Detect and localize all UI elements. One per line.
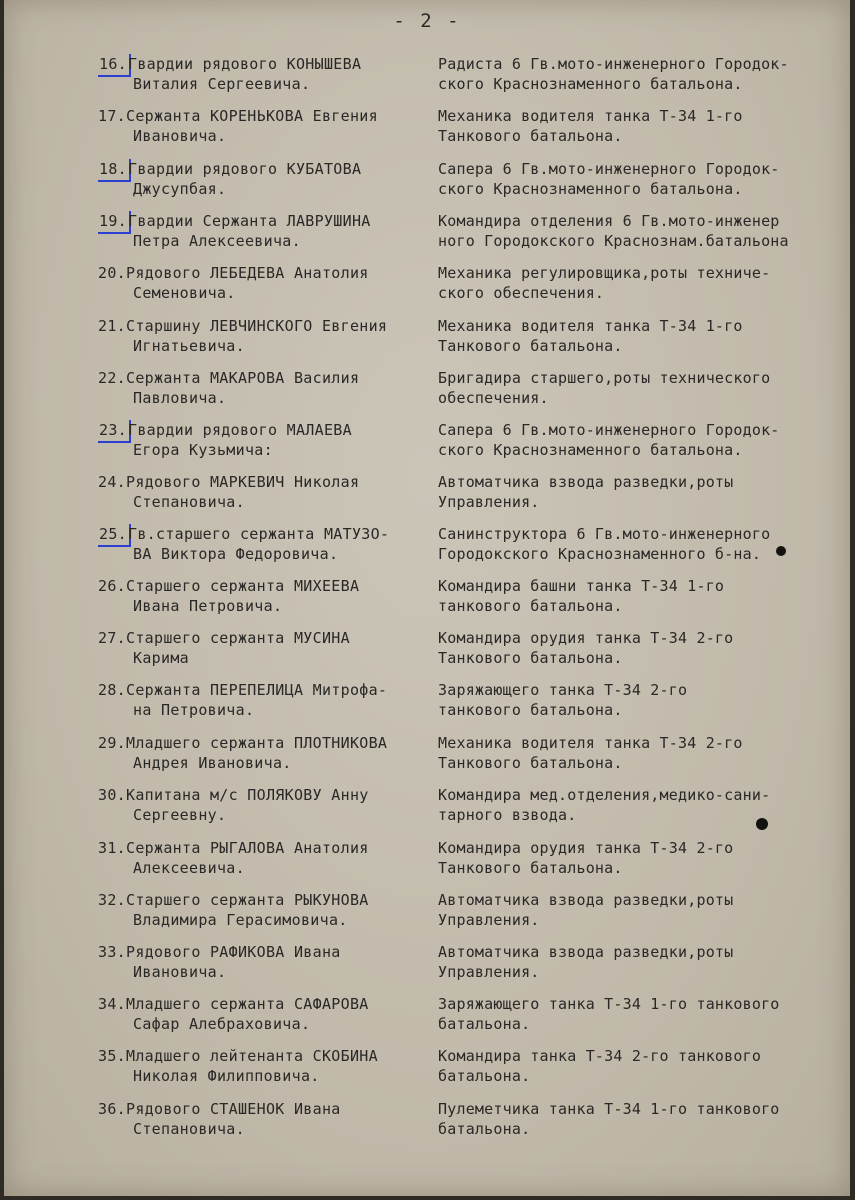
name-line-2: на Петровича. — [133, 701, 255, 719]
person-name — [98, 628, 428, 668]
position-description — [438, 890, 843, 930]
person-name — [98, 263, 428, 303]
position-line-1: Командира мед.отделения,медико-сани- — [438, 786, 771, 804]
position-line-1: Сапера 6 Гв.мото-инженерного Городок- — [438, 421, 780, 439]
rank-and-surname: Рядового МАРКЕВИЧ Николая — [126, 473, 360, 491]
position-line-2: батальона. — [438, 1120, 531, 1138]
position-line-1: Механика водителя танка Т-34 1-го — [438, 107, 743, 125]
rank-and-surname: Младшего лейтенанта СКОБИНА — [126, 1047, 378, 1065]
name-line-1 — [98, 942, 428, 962]
rank-and-surname: Младшего сержанта ПЛОТНИКОВА — [126, 734, 388, 752]
position-line-2: Управления. — [438, 493, 540, 511]
list-item — [4, 106, 850, 154]
name-line-2: Петра Алексеевича. — [133, 232, 301, 250]
position-description — [438, 106, 843, 146]
entry-number: 22. — [98, 369, 126, 387]
name-line-2: Сергеевну. — [133, 806, 227, 824]
name-line-1 — [98, 524, 428, 544]
position-line-2: ского Краснознаменного батальона. — [438, 441, 743, 459]
position-line-2: Танкового батальона. — [438, 127, 623, 145]
list-item — [4, 628, 850, 676]
position-line-1: Командира орудия танка Т-34 2-го — [438, 839, 734, 857]
rank-and-surname: Гв.старшего сержанта МАТУЗО- — [128, 525, 390, 543]
position-description — [438, 524, 843, 564]
position-description — [438, 54, 843, 94]
entry-number: 28. — [98, 681, 126, 699]
position-description — [438, 211, 843, 251]
person-name — [98, 316, 428, 356]
person-name — [98, 1046, 428, 1086]
name-line-2: Павловича. — [133, 389, 227, 407]
rank-and-surname: Гвардии рядового МАЛАЕВА — [128, 421, 352, 439]
position-description — [438, 263, 843, 303]
marked-entry-number: 25. — [99, 525, 127, 543]
person-name — [98, 994, 428, 1034]
person-name — [98, 472, 428, 512]
list-item — [4, 733, 850, 781]
person-name — [98, 106, 428, 146]
position-description — [438, 942, 843, 982]
rank-and-surname: Сержанта РЫГАЛОВА Анатолия — [126, 839, 369, 857]
list-item — [4, 316, 850, 364]
person-name — [98, 54, 428, 94]
rank-and-surname: Старшину ЛЕВЧИНСКОГО Евгения — [126, 317, 388, 335]
position-line-1: Бригадира старшего,роты технического — [438, 369, 771, 387]
ink-blot — [756, 818, 768, 830]
position-line-1: Командира орудия танка Т-34 2-го — [438, 629, 734, 647]
name-line-2: Ивановича. — [133, 963, 227, 981]
position-line-1: Радиста 6 Гв.мото-инженерного Городок- — [438, 55, 789, 73]
entry-number: 35. — [98, 1047, 126, 1065]
person-name — [98, 159, 428, 199]
position-line-1: Механика водителя танка Т-34 1-го — [438, 317, 743, 335]
name-line-2: Егора Кузьмича: — [133, 441, 273, 459]
person-name — [98, 524, 428, 564]
entry-number: 26. — [98, 577, 126, 595]
document-page — [4, 0, 850, 1196]
name-line-1 — [98, 316, 428, 336]
position-line-2: ного Городокского Краснознам.батальона — [438, 232, 789, 250]
position-description — [438, 628, 843, 668]
list-item — [4, 1099, 850, 1147]
name-line-1 — [98, 263, 428, 283]
position-line-1: Сапера 6 Гв.мото-инженерного Городок- — [438, 160, 780, 178]
name-line-1 — [98, 1046, 428, 1066]
entry-number: 30. — [98, 786, 126, 804]
position-description — [438, 785, 843, 825]
name-line-2: ВА Виктора Федоровича. — [133, 545, 339, 563]
list-item — [4, 211, 850, 259]
position-description — [438, 994, 843, 1034]
position-line-2: ского Краснознаменного батальона. — [438, 75, 743, 93]
list-item — [4, 785, 850, 833]
name-line-2: Игнатьевича. — [133, 337, 245, 355]
position-line-2: тарного взвода. — [438, 806, 577, 824]
position-line-2: Танкового батальона. — [438, 337, 623, 355]
position-description — [438, 368, 843, 408]
entry-number: 36. — [98, 1100, 126, 1118]
position-line-2: Танкового батальона. — [438, 754, 623, 772]
name-line-2: Карима — [133, 649, 189, 667]
list-item — [4, 263, 850, 311]
position-line-2: танкового батальона. — [438, 597, 623, 615]
list-item — [4, 472, 850, 520]
rank-and-surname: Сержанта ПЕРЕПЕЛИЦА Митрофа- — [126, 681, 388, 699]
position-description — [438, 420, 843, 460]
name-line-1 — [98, 1099, 428, 1119]
list-item — [4, 942, 850, 990]
entry-number: 21. — [98, 317, 126, 335]
position-line-1: Командира башни танка Т-34 1-го — [438, 577, 725, 595]
marked-entry-number: 16. — [99, 55, 127, 73]
list-item — [4, 159, 850, 207]
list-item — [4, 838, 850, 886]
person-name — [98, 838, 428, 878]
name-line-1 — [98, 472, 428, 492]
person-name — [98, 576, 428, 616]
person-name — [98, 211, 428, 251]
position-line-2: ского обеспечения. — [438, 284, 605, 302]
list-item — [4, 576, 850, 624]
position-description — [438, 1099, 843, 1139]
position-line-1: Механика регулировщика,роты техниче- — [438, 264, 771, 282]
list-item — [4, 994, 850, 1042]
name-line-1 — [98, 54, 428, 74]
name-line-2: Алексеевича. — [133, 859, 245, 877]
position-line-1: Командира танка Т-34 2-го танкового — [438, 1047, 762, 1065]
position-line-2: Управления. — [438, 911, 540, 929]
rank-and-surname: Младшего сержанта САФАРОВА — [126, 995, 369, 1013]
name-line-1 — [98, 420, 428, 440]
position-line-2: батальона. — [438, 1067, 531, 1085]
position-description — [438, 576, 843, 616]
position-description — [438, 680, 843, 720]
name-line-2: Джусупбая. — [133, 180, 227, 198]
person-name — [98, 785, 428, 825]
person-name — [98, 890, 428, 930]
person-name — [98, 733, 428, 773]
position-line-2: Танкового батальона. — [438, 859, 623, 877]
position-line-1: Заряжающего танка Т-34 1-го танкового — [438, 995, 780, 1013]
entry-number: 34. — [98, 995, 126, 1013]
rank-and-surname: Старшего сержанта МИХЕЕВА — [126, 577, 360, 595]
entry-number: 27. — [98, 629, 126, 647]
name-line-2: Степановича. — [133, 493, 245, 511]
name-line-2: Степановича. — [133, 1120, 245, 1138]
entry-number: 33. — [98, 943, 126, 961]
rank-and-surname: Старшего сержанта МУСИНА — [126, 629, 350, 647]
position-line-1: Заряжающего танка Т-34 2-го — [438, 681, 688, 699]
person-name — [98, 368, 428, 408]
position-description — [438, 316, 843, 356]
entry-number: 17. — [98, 107, 126, 125]
name-line-1 — [98, 106, 428, 126]
ink-blot — [776, 546, 786, 556]
entry-number: 29. — [98, 734, 126, 752]
position-description — [438, 1046, 843, 1086]
list-item — [4, 54, 850, 102]
list-item — [4, 524, 850, 572]
name-line-2: Владимира Герасимовича. — [133, 911, 348, 929]
rank-and-surname: Рядового РАФИКОВА Ивана — [126, 943, 341, 961]
position-line-2: Городокского Краснознаменного б-на. — [438, 545, 762, 563]
marked-entry-number: 18. — [99, 160, 127, 178]
name-line-1 — [98, 680, 428, 700]
rank-and-surname: Капитана м/с ПОЛЯКОВУ Анну — [126, 786, 369, 804]
list-item — [4, 368, 850, 416]
position-description — [438, 838, 843, 878]
rank-and-surname: Сержанта КОРЕНЬКОВА Евгения — [126, 107, 378, 125]
name-line-1 — [98, 838, 428, 858]
rank-and-surname: Старшего сержанта РЫКУНОВА — [126, 891, 369, 909]
rank-and-surname: Гвардии рядового КУБАТОВА — [128, 160, 362, 178]
position-line-2: Управления. — [438, 963, 540, 981]
name-line-2: Сафар Алебраховича. — [133, 1015, 311, 1033]
name-line-1 — [98, 211, 428, 231]
position-description — [438, 733, 843, 773]
entry-number: 24. — [98, 473, 126, 491]
position-line-2: танкового батальона. — [438, 701, 623, 719]
position-line-1: Санинструктора 6 Гв.мото-инженерного — [438, 525, 771, 543]
position-line-2: батальона. — [438, 1015, 531, 1033]
position-description — [438, 472, 843, 512]
position-line-1: Автоматчика взвода разведки,роты — [438, 473, 734, 491]
person-name — [98, 680, 428, 720]
entry-number: 31. — [98, 839, 126, 857]
name-line-2: Андрея Ивановича. — [133, 754, 292, 772]
rank-and-surname: Гвардии рядового КОНЫШЕВА — [128, 55, 362, 73]
position-line-2: Танкового батальона. — [438, 649, 623, 667]
list-item — [4, 1046, 850, 1094]
position-description — [438, 159, 843, 199]
name-line-1 — [98, 733, 428, 753]
position-line-1: Командира отделения 6 Гв.мото-инженер — [438, 212, 780, 230]
name-line-2: Семеновича. — [133, 284, 236, 302]
entry-number: 20. — [98, 264, 126, 282]
position-line-2: ского Краснознаменного батальона. — [438, 180, 743, 198]
list-item — [4, 890, 850, 938]
person-name — [98, 942, 428, 982]
marked-entry-number: 19. — [99, 212, 127, 230]
rank-and-surname: Сержанта МАКАРОВА Василия — [126, 369, 360, 387]
entry-number: 32. — [98, 891, 126, 909]
person-name — [98, 420, 428, 460]
rank-and-surname: Рядового ЛЕБЕДЕВА Анатолия — [126, 264, 369, 282]
name-line-1 — [98, 994, 428, 1014]
name-line-2: Николая Филипповича. — [133, 1067, 320, 1085]
list-item — [4, 680, 850, 728]
rank-and-surname: Гвардии Сержанта ЛАВРУШИНА — [128, 212, 371, 230]
person-name — [98, 1099, 428, 1139]
name-line-1 — [98, 159, 428, 179]
name-line-1 — [98, 576, 428, 596]
name-line-2: Ивановича. — [133, 127, 227, 145]
list-item — [4, 420, 850, 468]
page-number: - 2 - — [393, 10, 461, 32]
position-line-1: Механика водителя танка Т-34 2-го — [438, 734, 743, 752]
name-line-1 — [98, 628, 428, 648]
name-line-2: Ивана Петровича. — [133, 597, 283, 615]
name-line-1 — [98, 890, 428, 910]
rank-and-surname: Рядового СТАШЕНОК Ивана — [126, 1100, 341, 1118]
name-line-2: Виталия Сергеевича. — [133, 75, 311, 93]
position-line-1: Автоматчика взвода разведки,роты — [438, 943, 734, 961]
position-line-1: Пулеметчика танка Т-34 1-го танкового — [438, 1100, 780, 1118]
position-line-2: обеспечения. — [438, 389, 549, 407]
marked-entry-number: 23. — [99, 421, 127, 439]
name-line-1 — [98, 785, 428, 805]
position-line-1: Автоматчика взвода разведки,роты — [438, 891, 734, 909]
name-line-1 — [98, 368, 428, 388]
